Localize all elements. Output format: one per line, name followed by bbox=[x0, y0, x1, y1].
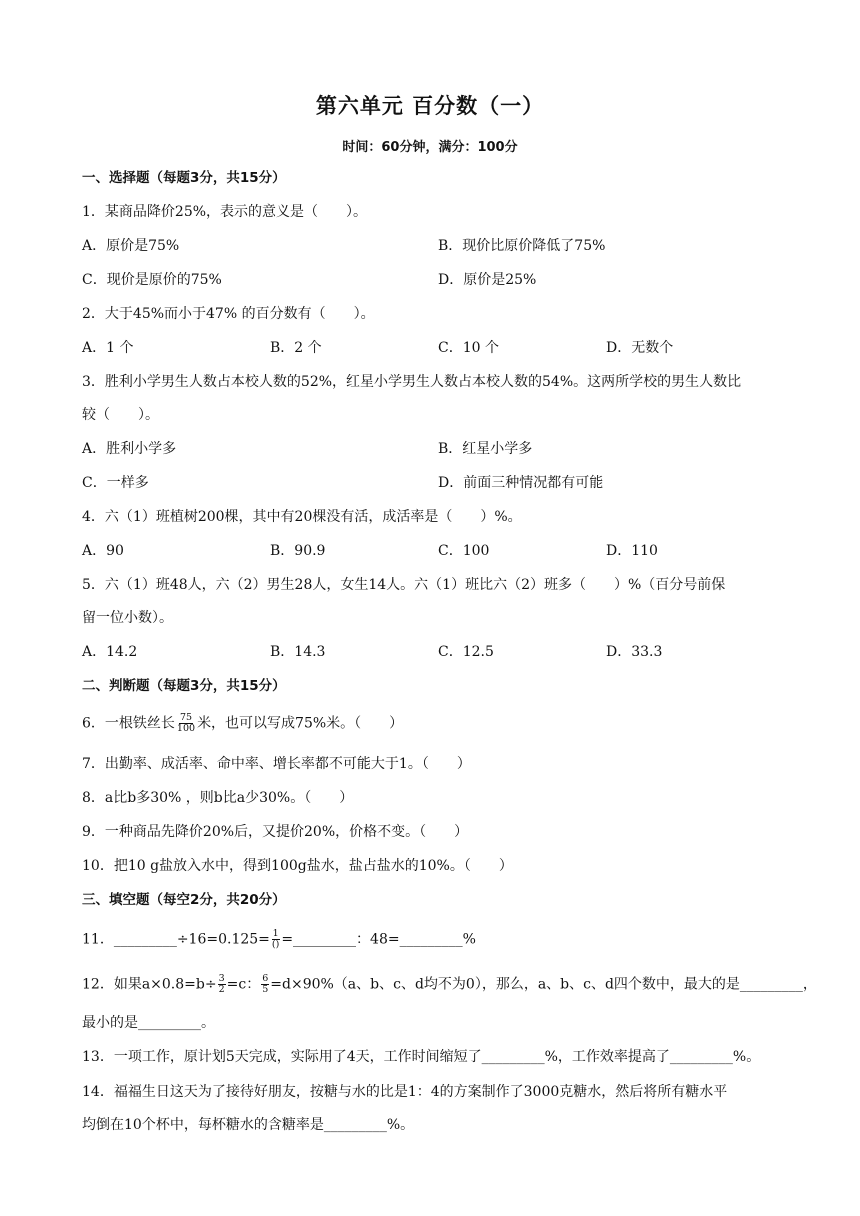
question-3-stem-line1: 3．胜利小学男生人数占本校人数的52%，红星小学男生人数占本校人数的54%。这两所学校的男生人数比 bbox=[82, 374, 742, 390]
question-4-option-d: D．110 bbox=[606, 543, 658, 559]
fraction-3-over-2 bbox=[218, 974, 226, 995]
question-12-part2: =c： bbox=[226, 976, 261, 993]
question-5-option-d: D．33.3 bbox=[606, 644, 663, 660]
question-5-option-a: A．14.2 bbox=[82, 644, 138, 660]
question-11-part1: 11．_________÷16=0.125= bbox=[82, 931, 270, 948]
question-2-option-c: C．10 个 bbox=[438, 340, 499, 356]
question-11-part2: =_________：48=_________% bbox=[281, 931, 476, 948]
question-1-option-b: B．现价比原价降低了75% bbox=[438, 238, 606, 254]
question-8: 8．a比b多30% ，则b比a少30%。（ ） bbox=[82, 790, 354, 806]
fraction-numerator: 1 bbox=[272, 928, 279, 939]
question-5-option-c: C．12.5 bbox=[438, 644, 494, 660]
question-13: 13．一项工作，原计划5天完成，实际用了4天，工作时间缩短了_________%，工作效率提高了_________%。 bbox=[82, 1049, 761, 1065]
question-11 bbox=[82, 929, 476, 950]
question-6 bbox=[82, 713, 403, 734]
question-9: 9．一种商品先降价20%后，又提价20%，价格不变。（ ） bbox=[82, 824, 469, 840]
question-5-stem-line1: 5．六（1）班48人，六（2）男生28人，女生14人。六（1）班比六（2）班多（ ）%（百分号前保 bbox=[82, 577, 726, 593]
question-14-line2: 均倒在10个杯中，每杯糖水的含糖率是_________%。 bbox=[82, 1117, 415, 1133]
fraction-numerator: 3 bbox=[218, 973, 225, 984]
question-10: 10．把10 g盐放入水中，得到100g盐水，盐占盐水的10%。（ ） bbox=[82, 858, 513, 874]
question-2-option-a: A．1 个 bbox=[82, 340, 134, 356]
question-3-option-c: C．一样多 bbox=[82, 475, 149, 491]
question-4-option-a: A．90 bbox=[82, 543, 124, 559]
question-5-stem-line2: 留一位小数）。 bbox=[82, 610, 173, 626]
fraction-numerator: 6 bbox=[262, 973, 269, 984]
question-2-stem: 2．大于45%而小于47% 的百分数有（ ）。 bbox=[82, 306, 375, 322]
question-3-option-b: B．红星小学多 bbox=[438, 441, 533, 457]
question-5-option-b: B．14.3 bbox=[270, 644, 326, 660]
question-14-line1: 14．福福生日这天为了接待好朋友，按糖与水的比是1：4的方案制作了3000克糖水，然后将所有糖水平 bbox=[82, 1084, 728, 1100]
question-2-option-b: B．2 个 bbox=[270, 340, 322, 356]
page-title: 第六单元 百分数（一） bbox=[315, 94, 545, 118]
fraction-denominator: 100 bbox=[176, 723, 196, 734]
question-3-option-a: A．胜利小学多 bbox=[82, 441, 177, 457]
fraction-denominator: 2 bbox=[218, 984, 225, 995]
question-12-line1 bbox=[82, 974, 817, 995]
question-1-stem: 1．某商品降价25%，表示的意义是（ ）。 bbox=[82, 204, 368, 220]
question-1-option-d: D．原价是25% bbox=[438, 272, 537, 288]
fraction-denominator: () bbox=[271, 939, 280, 950]
section-heading-choice: 一、选择题（每题3分，共15分） bbox=[82, 170, 286, 186]
fraction-1-over-blank bbox=[271, 929, 280, 950]
fraction-75-over-100 bbox=[176, 713, 196, 734]
section-heading-fill-blank: 三、填空题（每空2分，共20分） bbox=[82, 892, 286, 908]
question-12-part3: =d×90%（a、b、c、d均不为0），那么，a、b、c、d四个数中，最大的是_________， bbox=[270, 976, 817, 993]
question-1-option-c: C．现价是原价的75% bbox=[82, 272, 222, 288]
question-7: 7．出勤率、成活率、命中率、增长率都不可能大于1。（ ） bbox=[82, 756, 471, 772]
question-3-option-d: D．前面三种情况都有可能 bbox=[438, 475, 604, 491]
page-subtitle: 时间：60分钟，满分：100分 bbox=[342, 140, 518, 155]
question-1-option-a: A．原价是75% bbox=[82, 238, 180, 254]
question-3-stem-line2: 较（ ）。 bbox=[82, 407, 159, 423]
question-6-text-before: 6．一根铁丝长 bbox=[82, 715, 175, 732]
question-4-option-b: B．90.9 bbox=[270, 543, 326, 559]
question-2-option-d: D．无数个 bbox=[606, 340, 674, 356]
question-4-option-c: C．100 bbox=[438, 543, 490, 559]
fraction-numerator: 75 bbox=[179, 712, 193, 723]
question-12-line2: 最小的是_________。 bbox=[82, 1015, 215, 1031]
fraction-denominator: 5 bbox=[262, 984, 269, 995]
fraction-6-over-5 bbox=[261, 974, 269, 995]
section-heading-judgement: 二、判断题（每题3分，共15分） bbox=[82, 678, 286, 694]
question-6-text-after: 米，也可以写成75%米。（ ） bbox=[197, 715, 404, 732]
question-12-part1: 12．如果a×0.8=b÷ bbox=[82, 976, 217, 993]
question-4-stem: 4．六（1）班植树200棵，其中有20棵没有活，成活率是（ ）%。 bbox=[82, 509, 522, 525]
